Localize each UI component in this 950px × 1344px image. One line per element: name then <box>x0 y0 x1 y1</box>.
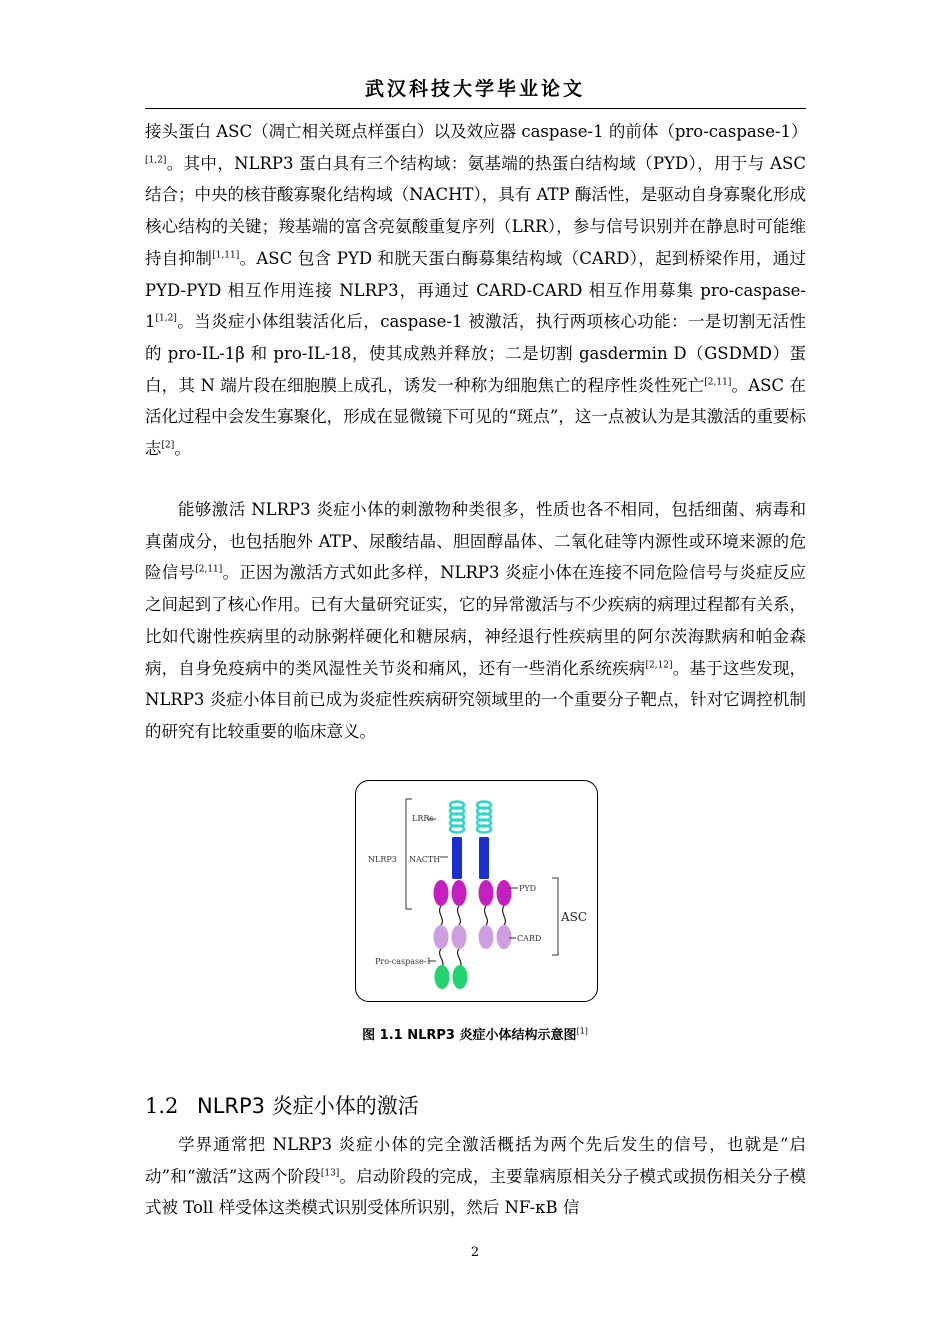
text-run: 。 <box>174 439 191 459</box>
nlrp3-diagram <box>356 781 596 1000</box>
pyd-domain-3 <box>479 880 494 906</box>
text-run: 。其中，NLRP3 蛋白具有三个结构域：氨基端的热蛋白结构域（PYD），用于与 ASC 结合；中央的核苷酸寡聚化结构域（NACHT），具有 ATP 酶活性，是驱动自身寡聚化形成核心结构的关键；羧基端的富含亮氨酸重复序列（LRR），参与信号识别并在静息时可能维持自抑制 <box>145 153 806 268</box>
pyd-domain-1 <box>434 880 449 906</box>
paragraph-activation-signals <box>145 1129 806 1224</box>
card-domain-1 <box>434 925 449 949</box>
text-run: 。ASC 包含 PYD 和胱天蛋白酶募集结构域（CARD），起到桥梁作用，通过 PYD-PYD 相互作用连接 NLRP3，再通过 CARD-CARD 相互作用募集 pro-caspase-1 <box>145 248 806 332</box>
citation-ref: [2] <box>161 440 175 451</box>
citation-ref: [2,11] <box>704 377 732 388</box>
citation-ref: [1,2] <box>155 313 177 324</box>
text-run: 学界通常把 NLRP3 炎症小体的完全激活概括为两个先后发生的信号，也就是“启动”和“激活”这两个阶段 <box>145 1135 806 1186</box>
header-rule <box>145 108 806 109</box>
card-domain-2 <box>452 925 467 949</box>
text-run: 。ASC 在活化过程中会发生寡聚化，形成在显微镜下可见的“斑点”，这一点被认为是其激活的重要标志 <box>145 375 806 459</box>
text-run: 。正因为激活方式如此多样，NLRP3 炎症小体在连接不同危险信号与炎症反应之间起到了核心作用。已有大量研究证实，它的异常激活与不少疾病的病理过程都有关系，比如代谢性疾病里的动脉粥样硬化和糖尿病，神经退行性疾病里的阿尔茨海默病和帕金森病，自身免疫病中的类风湿性关节炎和痛风，还有一些消化系统疾病 <box>145 563 807 678</box>
card-label: CARD <box>517 934 542 943</box>
card-domain-4 <box>497 925 512 949</box>
citation-ref: [1,11] <box>212 250 240 261</box>
card-domain-3 <box>479 925 494 949</box>
section-title: NLRP3 炎症小体的激活 <box>197 1094 419 1118</box>
nlrp3-label: NLRP3 <box>368 855 397 864</box>
text-run: 能够激活 NLRP3 炎症小体的刺激物种类很多，性质也各不相同，包括细菌、病毒和真菌成分，也包括胞外 ATP、尿酸结晶、胆固醇晶体、二氧化硅等内源性或环境来源的危险信号 <box>145 500 806 583</box>
procaspase-domain-1 <box>435 965 450 989</box>
figure-caption-ref: [1] <box>576 1026 588 1036</box>
text-run: 接头蛋白 ASC（凋亡相关斑点样蛋白）以及效应器 caspase-1 的前体（pro-caspase-1） <box>145 122 808 141</box>
citation-ref: [13] <box>320 1168 340 1179</box>
lrrs-label: LRRs <box>412 814 434 823</box>
text-run: 。基于这些发现，NLRP3 炎症小体目前已成为炎症性疾病研究领域里的一个重要分子靶点，针对它调控机制的研究有比较重要的临床意义。 <box>145 658 807 741</box>
citation-ref: [1,2] <box>145 155 167 166</box>
nlrp3-structure-figure <box>355 780 598 1002</box>
running-header-title: 武汉科技大学毕业论文 <box>364 78 585 100</box>
nacth-label: NACTH <box>409 855 441 864</box>
paragraph-nlrp3-stimuli <box>145 494 806 748</box>
pyd-label: PYD <box>519 884 537 893</box>
text-run: 。启动阶段的完成，主要靠病原相关分子模式或损伤相关分子模式被 Toll 样受体这类模式识别受体所识别，然后 NF-κB 信 <box>145 1166 807 1218</box>
lrr-domain-left <box>450 802 464 833</box>
asc-label: ASC <box>561 910 588 924</box>
procaspase-domain-2 <box>453 965 468 989</box>
procaspase-label: Pro-caspase-1 <box>375 957 432 966</box>
nacht-domain-left <box>452 837 462 879</box>
text-run: 。当炎症小体组装活化后，caspase-1 被激活，执行两项核心功能：一是切割无活性的 pro-IL-1β 和 pro-IL-18，使其成熟并释放；二是切割 gasdermin D（GSDMD）蛋白，其 N 端片段在细胞膜上成孔，诱发一种称为细胞焦亡的程序性炎性死亡 <box>145 312 806 395</box>
figure-caption-text: 图 1.1 NLRP3 炎症小体结构示意图 <box>362 1028 577 1043</box>
citation-ref: [2,11] <box>195 564 223 575</box>
section-number: 1.2 <box>145 1094 179 1118</box>
citation-ref: [2,12] <box>645 660 673 671</box>
figure-caption <box>0 1024 950 1043</box>
section-heading <box>145 1090 419 1120</box>
lrr-domain-right <box>477 802 491 833</box>
nacht-domain-right <box>479 837 489 879</box>
page-number: 2 <box>470 1245 480 1260</box>
pyd-domain-4 <box>497 880 512 906</box>
paragraph-nlrp3-structure <box>145 116 806 465</box>
pyd-domain-2 <box>452 880 467 906</box>
asc-bracket <box>552 878 558 955</box>
